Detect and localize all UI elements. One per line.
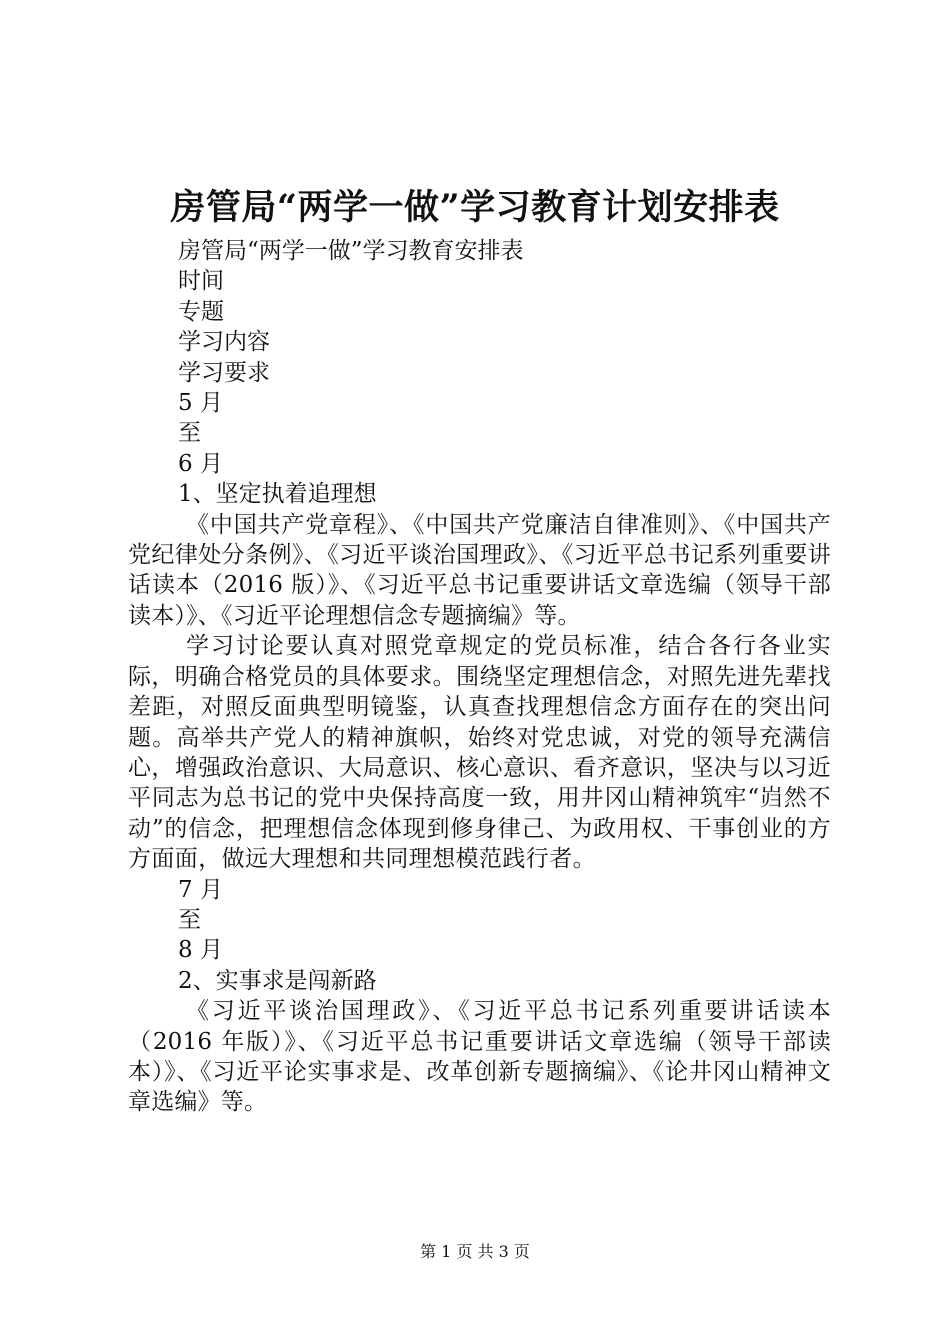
page-number-footer: 第 1 页 共 3 页 xyxy=(420,1242,530,1261)
row2-topic: 2、实事求是闯新路 xyxy=(178,967,377,994)
row2-time-end: 8 月 xyxy=(178,937,223,964)
table-header-time: 时间 xyxy=(178,268,224,295)
row1-time-end: 6 月 xyxy=(178,450,223,477)
table-header-requirement: 学习要求 xyxy=(178,359,270,386)
row1-topic: 1、坚定执着追理想 xyxy=(178,481,377,508)
row2-content: 《习近平谈治国理政》、《习近平总书记系列重要讲话读本（2016 年版）》、《习近平总书记重要讲话文章选编（领导干部读本）》、《习近平论实事求是、改革创新专题摘编》、《论井冈山精神文章选编》等。 xyxy=(128,998,831,1116)
document-title: 房管局“两学一做”学习教育计划安排表 xyxy=(170,187,780,228)
table-header-topic: 专题 xyxy=(178,298,224,325)
table-header-content: 学习内容 xyxy=(178,329,270,356)
row1-time-start: 5 月 xyxy=(178,390,223,417)
row1-time-to: 至 xyxy=(178,420,201,447)
document-body xyxy=(128,236,831,1118)
row2-time-start: 7 月 xyxy=(178,876,223,903)
row2-time-to: 至 xyxy=(178,906,201,933)
row1-requirement: 学习讨论要认真对照党章规定的党员标准，结合各行各业实际，明确合格党员的具体要求。围绕坚定理想信念，对照先进先辈找差距，对照反面典型明镜鉴，认真查找理想信念方面存在的突出问题。高举共产党人的精神旗帜，始终对党忠诚，对党的领导充满信心，增强政治意识、大局意识、核心意识、看齐意识，坚决与以习近平同志为总书记的党中央保持高度一致，用井冈山精神筑牢“岿然不动”的信念，把理想信念体现到修身律己、为政用权、干事创业的方方面面，做远大理想和共同理想模范践行者。 xyxy=(128,633,831,873)
table-caption: 房管局“两学一做”学习教育安排表 xyxy=(178,238,524,264)
row1-content: 《中国共产党章程》、《中国共产党廉洁自律准则》、《中国共产党纪律处分条例》、《习近平谈治国理政》、《习近平总书记系列重要讲话读本（2016 版）》、《习近平总书记重要讲话文章选编（领导干部读本）》、《习近平论理想信念专题摘编》等。 xyxy=(128,511,831,629)
